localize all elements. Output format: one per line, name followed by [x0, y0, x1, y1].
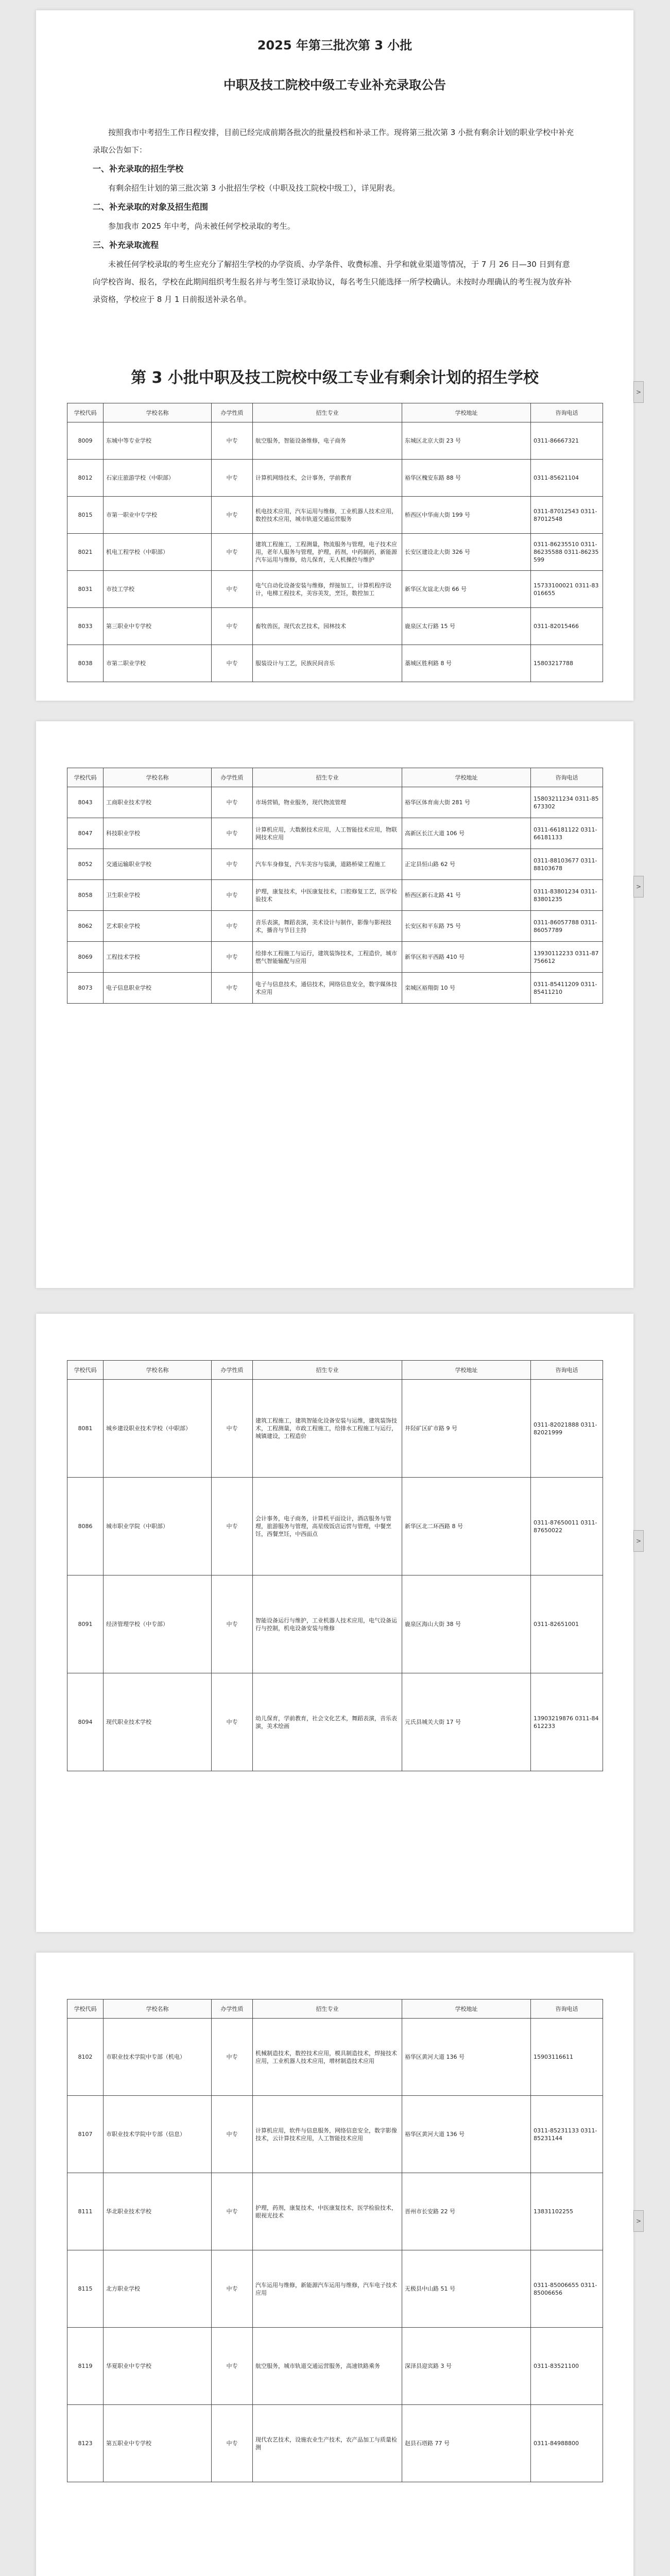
page-3 — [36, 1314, 642, 1932]
cell-school-name: 北方职业学校 — [104, 2250, 212, 2328]
cell-school-name: 工程技术学校 — [104, 942, 212, 973]
cell-school-type: 中专 — [212, 2019, 253, 2096]
table-row — [67, 645, 603, 682]
cell-school-name: 艺术职业学校 — [104, 911, 212, 942]
table-row — [67, 880, 603, 911]
school-table — [67, 403, 603, 682]
cell-phone: 0311-85006655 0311-85006656 — [531, 2250, 603, 2328]
cell-school-name: 工商职业技术学校 — [104, 787, 212, 818]
cell-address: 桥西区新石北路 41 号 — [402, 880, 531, 911]
cell-phone: 15733100021 0311-83016655 — [531, 571, 603, 608]
page-scroll-tab[interactable]: > — [633, 2210, 644, 2232]
cell-address: 晋州市长安路 22 号 — [402, 2173, 531, 2250]
cell-majors: 建筑工程施工，工程测量，物流服务与管理，电子技术应用，老年人服务与管理，护理，药剂，中药制药，新能源汽车运用与维修，幼儿保育，无人机操控与维护 — [253, 534, 402, 571]
cell-address: 赵县石塔路 77 号 — [402, 2405, 531, 2482]
cell-address: 鹿泉区海山大街 38 号 — [402, 1575, 531, 1673]
column-header: 咨询电话 — [531, 1361, 603, 1380]
table-row — [67, 2250, 603, 2328]
section-3-heading: 三、补充录取流程 — [93, 240, 159, 250]
column-header: 招生专业 — [253, 403, 402, 422]
cell-school-type: 中专 — [212, 534, 253, 571]
cell-school-type: 中专 — [212, 645, 253, 682]
column-header: 学校名称 — [104, 1999, 212, 2019]
cell-phone: 0311-87650011 0311-87650022 — [531, 1478, 603, 1575]
column-header: 办学性质 — [212, 1361, 253, 1380]
cell-school-code: 8043 — [67, 787, 104, 818]
cell-school-type: 中专 — [212, 880, 253, 911]
cell-address: 裕华区槐安东路 88 号 — [402, 460, 531, 497]
cell-school-code: 8021 — [67, 534, 104, 571]
cell-phone: 13831102255 — [531, 2173, 603, 2250]
school-table — [67, 768, 603, 1004]
table-row — [67, 497, 603, 534]
column-header: 学校地址 — [402, 1999, 531, 2019]
column-header: 咨询电话 — [531, 768, 603, 787]
table-row — [67, 571, 603, 608]
column-header: 学校代码 — [67, 403, 104, 422]
cell-school-type: 中专 — [212, 1673, 253, 1771]
cell-school-type: 中专 — [212, 571, 253, 608]
page-4 — [36, 1953, 642, 2576]
cell-school-code: 8012 — [67, 460, 104, 497]
cell-address: 正定县恒山路 62 号 — [402, 849, 531, 880]
cell-majors: 智能设备运行与维护，工业机器人技术应用，电气设备运行与控制，机电设备安装与维修 — [253, 1575, 402, 1673]
cell-phone: 0311-84988800 — [531, 2405, 603, 2482]
cell-majors: 汽车运用与维修，新能源汽车运用与维修，汽车电子技术应用 — [253, 2250, 402, 2328]
table-row — [67, 973, 603, 1004]
cell-majors: 畜牧兽医，现代农艺技术，园林技术 — [253, 608, 402, 645]
cell-school-code: 8094 — [67, 1673, 104, 1771]
table-row — [67, 1380, 603, 1478]
cell-phone: 13930112233 0311-87756612 — [531, 942, 603, 973]
cell-majors: 机电技术应用，汽车运用与维修，工业机器人技术应用，数控技术应用，城市轨道交通运营服务 — [253, 497, 402, 534]
cell-school-code: 8062 — [67, 911, 104, 942]
table-row — [67, 818, 603, 849]
cell-school-name: 第三职业中专学校 — [104, 608, 212, 645]
cell-school-code: 8031 — [67, 571, 104, 608]
cell-address: 深泽县迎宾路 3 号 — [402, 2328, 531, 2405]
cell-school-type: 中专 — [212, 2405, 253, 2482]
cell-school-name: 电子信息职业学校 — [104, 973, 212, 1004]
section-1-heading: 一、补充录取的招生学校 — [93, 164, 184, 174]
table-row — [67, 460, 603, 497]
cell-phone: 0311-86667321 — [531, 422, 603, 460]
cell-school-type: 中专 — [212, 2250, 253, 2328]
cell-school-code: 8073 — [67, 973, 104, 1004]
section-1-text: 有剩余招生计划的第三批次第 3 小批招生学校（中职及技工院校中级工），详见附表。 — [108, 183, 400, 193]
cell-majors: 汽车车身修复，汽车美容与装潢，道路桥梁工程施工 — [253, 849, 402, 880]
column-header: 办学性质 — [212, 403, 253, 422]
school-table — [67, 1360, 603, 1771]
table-slot — [36, 403, 633, 682]
page-scroll-tab[interactable]: > — [633, 1530, 644, 1552]
cell-phone: 0311-83801234 0311-83801235 — [531, 880, 603, 911]
table-row — [67, 1575, 603, 1673]
column-header: 学校地址 — [402, 1361, 531, 1380]
cell-majors: 市场营销，物业服务，现代物流管理 — [253, 787, 402, 818]
cell-school-type: 中专 — [212, 608, 253, 645]
table-row — [67, 608, 603, 645]
cell-school-type: 中专 — [212, 942, 253, 973]
cell-school-name: 经济管理学校（中专部） — [104, 1575, 212, 1673]
cell-school-name: 科技职业学校 — [104, 818, 212, 849]
cell-school-code: 8115 — [67, 2250, 104, 2328]
table-row — [67, 787, 603, 818]
cell-phone: 0311-85621104 — [531, 460, 603, 497]
table-row — [67, 911, 603, 942]
cell-phone: 0311-82651001 — [531, 1575, 603, 1673]
cell-majors: 护理，康复技术，中医康复技术，口腔修复工艺，医学检验技术 — [253, 880, 402, 911]
cell-school-code: 8107 — [67, 2096, 104, 2173]
cell-school-code: 8033 — [67, 608, 104, 645]
table-row — [67, 2173, 603, 2250]
cell-majors: 服装设计与工艺，民族民间音乐 — [253, 645, 402, 682]
cell-address: 高新区长江大道 106 号 — [402, 818, 531, 849]
cell-phone: 0311-86057788 0311-86057789 — [531, 911, 603, 942]
cell-phone: 15803211234 0311-85673302 — [531, 787, 603, 818]
table-header-row — [67, 1361, 603, 1380]
cell-majors: 机械制造技术，数控技术应用，模具制造技术，焊接技术应用，工业机器人技术应用，增材制造技术应用 — [253, 2019, 402, 2096]
column-header: 学校代码 — [67, 1361, 104, 1380]
cell-majors: 给排水工程施工与运行，建筑装饰技术，工程造价，城市燃气智能输配与应用 — [253, 942, 402, 973]
section-2-text: 参加我市 2025 年中考，尚未被任何学校录取的考生。 — [108, 222, 295, 231]
cell-phone: 0311-82015466 — [531, 608, 603, 645]
cell-address: 藁城区胜利路 8 号 — [402, 645, 531, 682]
cell-school-type: 中专 — [212, 849, 253, 880]
cell-address: 新华区友谊北大街 66 号 — [402, 571, 531, 608]
cell-phone: 0311-85231133 0311-85231144 — [531, 2096, 603, 2173]
cell-school-name: 市第一职业中专学校 — [104, 497, 212, 534]
table-row — [67, 2096, 603, 2173]
cell-school-type: 中专 — [212, 911, 253, 942]
cell-school-type: 中专 — [212, 460, 253, 497]
cell-school-type: 中专 — [212, 1380, 253, 1478]
table-title: 第 3 小批中职及技工院校中级工专业有剩余计划的招生学校 — [131, 369, 539, 387]
cell-school-type: 中专 — [212, 1478, 253, 1575]
cell-phone: 0311-88103677 0311-88103678 — [531, 849, 603, 880]
cell-school-type: 中专 — [212, 1575, 253, 1673]
column-header: 招生专业 — [253, 1999, 402, 2019]
cell-phone: 0311-82021888 0311-82021999 — [531, 1380, 603, 1478]
cell-phone: 0311-86235510 0311-86235588 0311-86235599 — [531, 534, 603, 571]
cell-school-name: 华北职业技术学校 — [104, 2173, 212, 2250]
cell-school-name: 交通运输职业学校 — [104, 849, 212, 880]
cell-school-name: 东城中等专业学校 — [104, 422, 212, 460]
cell-school-name: 卫生职业学校 — [104, 880, 212, 911]
cell-school-code: 8069 — [67, 942, 104, 973]
cell-school-name: 华夏职业中专学校 — [104, 2328, 212, 2405]
cell-majors: 幼儿保育，学前教育，社会文化艺术，舞蹈表演，音乐表演，美术绘画 — [253, 1673, 402, 1771]
cell-school-code: 8015 — [67, 497, 104, 534]
cell-address: 裕华区黄河大道 136 号 — [402, 2096, 531, 2173]
cell-phone: 0311-85411209 0311-85411210 — [531, 973, 603, 1004]
cell-phone: 15903116611 — [531, 2019, 603, 2096]
cell-school-type: 中专 — [212, 422, 253, 460]
column-header: 招生专业 — [253, 768, 402, 787]
cell-majors: 会计事务，电子商务，计算机平面设计，酒店服务与管理，旅游服务与管理，高星级饭店运营与管理，中餐烹饪，西餐烹饪，中西面点 — [253, 1478, 402, 1575]
column-header: 学校代码 — [67, 1999, 104, 2019]
cell-address: 新华区和平西路 410 号 — [402, 942, 531, 973]
table-row — [67, 534, 603, 571]
doc-title: 2025 年第三批次第 3 小批 — [257, 38, 413, 53]
cell-address: 元氏县城关大街 17 号 — [402, 1673, 531, 1771]
cell-school-code: 8102 — [67, 2019, 104, 2096]
cell-school-name: 第五职业中专学校 — [104, 2405, 212, 2482]
column-header: 学校代码 — [67, 768, 104, 787]
cell-majors: 航空服务，城市轨道交通运营服务，高速铁路乘务 — [253, 2328, 402, 2405]
section-2-heading: 二、补充录取的对象及招生范围 — [93, 202, 209, 212]
page-1 — [36, 10, 642, 701]
cell-school-type: 中专 — [212, 2173, 253, 2250]
column-header: 学校地址 — [402, 403, 531, 422]
cell-school-code: 8111 — [67, 2173, 104, 2250]
cell-majors: 航空服务，智能设备维修，电子商务 — [253, 422, 402, 460]
table-row — [67, 1673, 603, 1771]
cell-majors: 现代农艺技术，设施农业生产技术，农产品加工与质量检测 — [253, 2405, 402, 2482]
cell-majors: 护理，药剂，康复技术，中医康复技术，医学检验技术，眼视光技术 — [253, 2173, 402, 2250]
cell-address: 裕华区体育南大街 281 号 — [402, 787, 531, 818]
cell-school-type: 中专 — [212, 2096, 253, 2173]
cell-address: 新华区北二环西路 8 号 — [402, 1478, 531, 1575]
cell-school-name: 机电工程学校（中职部） — [104, 534, 212, 571]
cell-school-type: 中专 — [212, 973, 253, 1004]
column-header: 咨询电话 — [531, 403, 603, 422]
cell-school-type: 中专 — [212, 497, 253, 534]
cell-majors: 电气自动化设备安装与维修，焊接加工，计算机程序设计，电梯工程技术，美容美发，烹饪，数控加工 — [253, 571, 402, 608]
cell-address: 鹿泉区太行路 15 号 — [402, 608, 531, 645]
cell-address: 井陉矿区矿市路 9 号 — [402, 1380, 531, 1478]
cell-school-name: 市技工学校 — [104, 571, 212, 608]
table-header-row — [67, 768, 603, 787]
cell-majors: 计算机应用，大数据技术应用，人工智能技术应用，物联网技术应用 — [253, 818, 402, 849]
cell-school-code: 8119 — [67, 2328, 104, 2405]
table-row — [67, 422, 603, 460]
cell-school-name: 城乡建设职业技术学校（中职部） — [104, 1380, 212, 1478]
table-header-row — [67, 403, 603, 422]
cell-school-type: 中专 — [212, 787, 253, 818]
table-row — [67, 2328, 603, 2405]
table-row — [67, 1478, 603, 1575]
cell-school-name: 城市职业学院（中职部） — [104, 1478, 212, 1575]
table-header-row — [67, 1999, 603, 2019]
column-header: 学校名称 — [104, 1361, 212, 1380]
cell-phone: 0311-83521100 — [531, 2328, 603, 2405]
cell-school-code: 8052 — [67, 849, 104, 880]
cell-school-code: 8086 — [67, 1478, 104, 1575]
cell-majors: 计算机网络技术，会计事务，学前教育 — [253, 460, 402, 497]
column-header: 学校名称 — [104, 768, 212, 787]
column-header: 办学性质 — [212, 1999, 253, 2019]
cell-address: 栾城区裕翔街 10 号 — [402, 973, 531, 1004]
cell-majors: 电子与信息技术，通信技术，网络信息安全，数字媒体技术应用 — [253, 973, 402, 1004]
cell-school-code: 8091 — [67, 1575, 104, 1673]
cell-phone: 15803217788 — [531, 645, 603, 682]
table-slot — [36, 1999, 633, 2482]
cell-school-type: 中专 — [212, 818, 253, 849]
table-row — [67, 2405, 603, 2482]
school-table — [67, 1999, 603, 2482]
cell-school-code: 8009 — [67, 422, 104, 460]
cell-school-code: 8047 — [67, 818, 104, 849]
cell-phone: 0311-66181122 0311-66181133 — [531, 818, 603, 849]
section-3-text: 未被任何学校录取的考生应充分了解招生学校的办学资质、办学条件、收费标准、升学和就业渠道等情况，于 7 月 26 日—30 日到有意向学校咨询、报名，学校在此期间组织考生报名并与考生签订录取协议，每名考生只能选择一所学校确认。未按时办理确认的考生视为放弃补录资格，学校应于 8 月 1 日前报送补录名单。 — [93, 260, 572, 304]
column-header: 办学性质 — [212, 768, 253, 787]
cell-school-code: 8123 — [67, 2405, 104, 2482]
cell-address: 长安区和平东路 75 号 — [402, 911, 531, 942]
cell-address: 无极县中山路 51 号 — [402, 2250, 531, 2328]
column-header: 招生专业 — [253, 1361, 402, 1380]
intro-paragraph: 按照我市中考招生工作日程安排，目前已经完成前期各批次的批量投档和补录工作。现将第三批次第 3 小批有剩余计划的职业学校中补充录取公告如下： — [93, 128, 574, 155]
cell-school-name: 现代职业技术学校 — [104, 1673, 212, 1771]
cell-majors: 计算机应用，软件与信息服务，网络信息安全，数字影像技术，云计算技术应用，人工智能技术应用 — [253, 2096, 402, 2173]
doc-subtitle: 中职及技工院校中级工专业补充录取公告 — [224, 78, 446, 92]
column-header: 学校地址 — [402, 768, 531, 787]
cell-school-type: 中专 — [212, 2328, 253, 2405]
table-slot — [36, 768, 633, 1004]
cell-school-code: 8058 — [67, 880, 104, 911]
cell-school-name: 市职业技术学院中专部（信息） — [104, 2096, 212, 2173]
column-header: 学校名称 — [104, 403, 212, 422]
cell-school-code: 8038 — [67, 645, 104, 682]
cell-phone: 0311-87012543 0311-87012548 — [531, 497, 603, 534]
cell-school-name: 市第二职业学校 — [104, 645, 212, 682]
cell-school-name: 市职业技术学院中专部（机电） — [104, 2019, 212, 2096]
cell-phone: 13903219876 0311-84612233 — [531, 1673, 603, 1771]
page-scroll-tab[interactable]: > — [633, 381, 644, 403]
page-2 — [36, 721, 642, 1288]
table-row — [67, 942, 603, 973]
column-header: 咨询电话 — [531, 1999, 603, 2019]
page-scroll-tab[interactable]: > — [633, 876, 644, 897]
cell-address: 长安区建设北大街 326 号 — [402, 534, 531, 571]
cell-majors: 音乐表演，舞蹈表演，美术设计与制作，影像与影视技术，播音与节目主持 — [253, 911, 402, 942]
cell-address: 桥西区中华南大街 199 号 — [402, 497, 531, 534]
cell-school-code: 8081 — [67, 1380, 104, 1478]
cell-majors: 建筑工程施工，建筑智能化设备安装与运维，建筑装饰技术，工程测量，市政工程施工，给排水工程施工与运行，城镇建设，工程造价 — [253, 1380, 402, 1478]
cell-address: 东城区北京大街 23 号 — [402, 422, 531, 460]
cell-school-name: 石家庄旅游学校（中职部） — [104, 460, 212, 497]
table-row — [67, 849, 603, 880]
cell-address: 裕华区黄河大道 136 号 — [402, 2019, 531, 2096]
table-slot — [36, 1360, 633, 1771]
table-row — [67, 2019, 603, 2096]
